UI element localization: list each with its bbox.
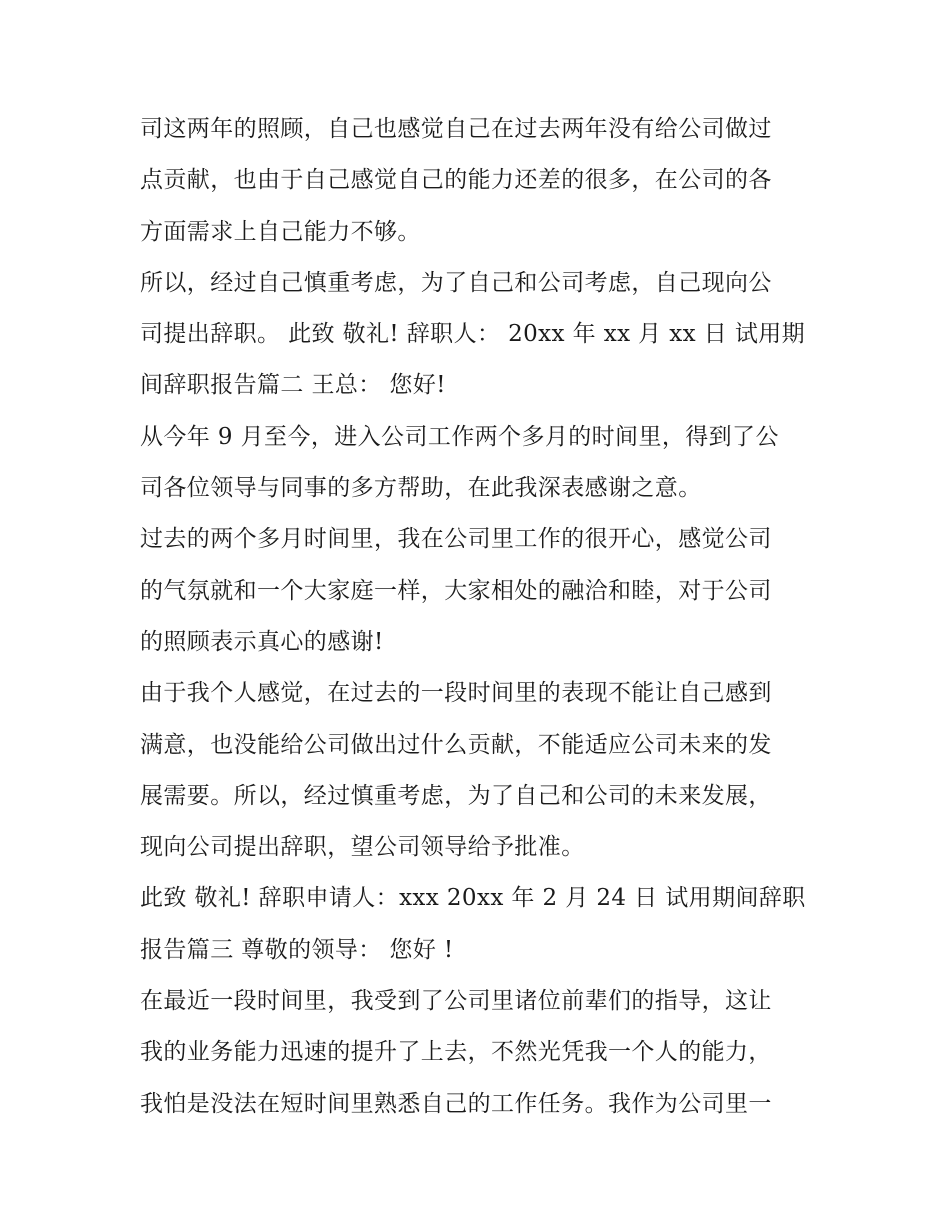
document-page [140, 104, 820, 1130]
text-line: 现向公司提出辞职，望公司领导给予批准。 [140, 834, 585, 861]
text-line: 方面需求上自己能力不够。 [140, 218, 421, 245]
text-line: 点贡献，也由于自己感觉自己的能力还差的很多，在公司的各 [140, 167, 772, 194]
text-line: 满意，也没能给公司做出过什么贡献，不能适应公司未来的发 [140, 731, 772, 758]
text-line: 的照顾表示真心的感谢! [140, 628, 384, 655]
text-line: 在最近一段时间里，我受到了公司里诸位前辈们的指导，这让 [140, 988, 772, 1015]
text-line: 展需要。所以，经过慎重考虑，为了自己和公司的未来发展， [140, 782, 772, 809]
text-line: 间辞职报告篇二 王总： 您好! [140, 372, 446, 399]
text-line: 的气氛就和一个大家庭一样，大家相处的融洽和睦，对于公司 [140, 577, 772, 604]
text-line: 司提出辞职。 此致 敬礼! 辞职人： 20xx 年 xx 月 xx 日 试用期 [140, 321, 806, 348]
text-line: 所以，经过自己慎重考虑，为了自己和公司考虑，自己现向公 [140, 269, 772, 296]
text-line: 司这两年的照顾，自己也感觉自己在过去两年没有给公司做过 [140, 116, 772, 142]
text-line: 由于我个人感觉，在过去的一段时间里的表现不能让自己感到 [140, 680, 772, 707]
text-line: 我怕是没法在短时间里熟悉自己的工作任务。我作为公司里一 [140, 1090, 772, 1117]
text-line: 报告篇三 尊敬的领导： 您好 ! [140, 936, 454, 963]
text-line: 司各位领导与同事的多方帮助，在此我深表感谢之意。 [140, 475, 702, 502]
text-line: 从今年 9 月至今，进入公司工作两个多月的时间里，得到了公 [140, 423, 779, 450]
text-line: 过去的两个多月时间里，我在公司里工作的很开心，感觉公司 [140, 526, 772, 553]
text-line: 此致 敬礼! 辞职申请人：xxx 20xx 年 2 月 24 日 试用期间辞职 [140, 885, 806, 912]
text-line: 我的业务能力迅速的提升了上去，不然光凭我一个人的能力， [140, 1039, 772, 1066]
